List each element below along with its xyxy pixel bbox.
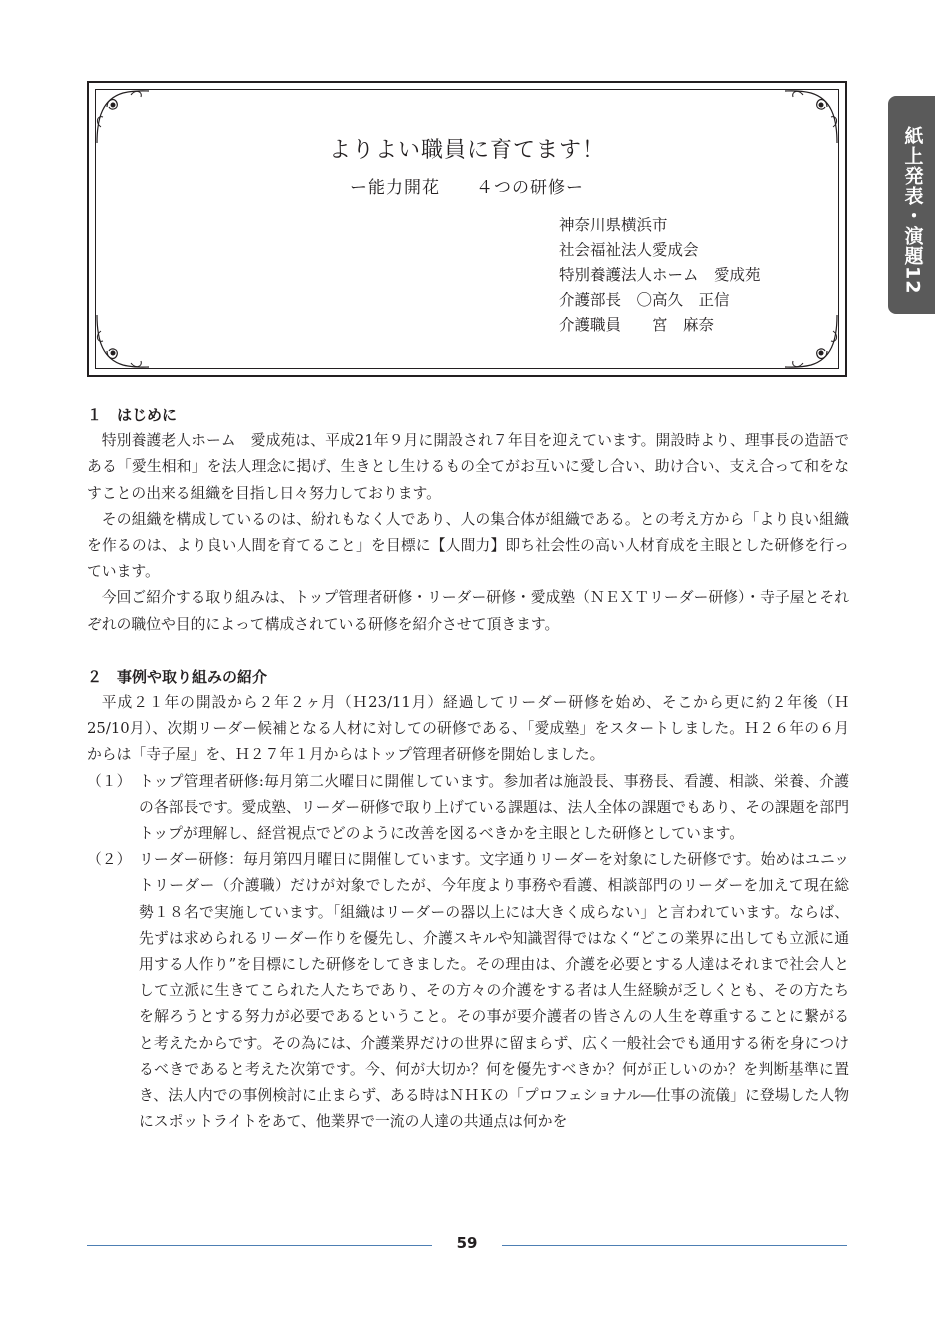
body-paragraph: 特別養護老人ホーム 愛成苑は、平成21年９月に開設され７年目を迎えています。開設時より、理事長の造語である「愛生相和」を法人理念に掲げ、生きとし生けるもの全てがお互いに愛し合い、助け合い、支え合って和をなすことの出来る組織を目指し日々努力しております。 — [87, 432, 849, 502]
footer-rule — [502, 1245, 847, 1246]
ornament-corner-icon — [781, 311, 841, 371]
affiliation-line: 介護部長 〇高久 正信 — [559, 291, 730, 309]
section-heading: ２ 事例や取り組みの紹介 — [87, 667, 268, 686]
list-item — [87, 847, 849, 1135]
affiliation-line: 社会福祉法人愛成会 — [559, 241, 699, 259]
chapter-side-tab — [888, 96, 935, 314]
chapter-side-tab-label: 紙上発表・演題12 — [901, 126, 924, 295]
footer-rule — [87, 1245, 432, 1246]
list-item-number: （２） — [87, 851, 132, 869]
body-paragraph: 平成２１年の開設から２年２ヶ月（Ｈ23/11月）経過してリーダー研修を始め、そこから更に約２年後（Ｈ25/10月）、次期リーダー候補となる人材に対しての研修である、「愛成塾」をスタートしました。Ｈ２６年の６月からは「寺子屋」を、Ｈ２７年１月からはトップ管理者研修を開始しました。 — [87, 694, 849, 764]
affiliation-line: 介護職員 宮 麻奈 — [559, 316, 715, 334]
section-spacer — [87, 638, 849, 664]
list-item-number: （１） — [87, 772, 132, 790]
affiliation-line: 特別養護法人ホーム 愛成苑 — [559, 266, 761, 284]
title-frame — [87, 81, 847, 377]
section-heading: １ はじめに — [87, 406, 178, 424]
list-item — [87, 769, 849, 848]
list-item-text: リーダー研修：毎月第四月曜日に開催しています。文字通りリーダーを対象にした研修です。始めはユニットリーダー（介護職）だけが対象でしたが、今年度より事務や看護、相談部門のリーダーを加えて現在総勢１８名で実施しています。「組織はリーダーの器以上には大きく成らない」と言われています。ならば、先ずは求められるリーダー作りを優先し、介護スキルや知識習得ではなく“どこの業界に出しても立派に通用する人作り”を目標にした研修をしてきました。その理由は、介護を必要とする人達はそれまで社会人として立派に生きてこられた人たちであり、その方々の介護をする者は人生経験が乏しくとも、その方たちを解ろうとする努力が必要であるということ。その事が要介護者の皆さんの人生を尊重することに繋がると考えたからです。その為には、介護業界だけの世界に留まらず、広く一般社会でも通用する術を身につけるべきであると考えた次第です。今、何が大切か？何を優先すべきか？何が正しいのか？を判断基準に置き、法人内での事例検討に止まらず、ある時はＮＨＫの「プロフェショナル―仕事の流儀」に登場した人物にスポットライトをあて、他業界で一流の人達の共通点は何かを — [139, 851, 849, 1131]
body-paragraph: 今回ご紹介する取り組みは、トップ管理者研修・リーダー研修・愛成塾（ＮＥＸＴリーダー研修）・寺子屋とそれぞれの職位や目的によって構成されている研修を紹介させて頂きます。 — [87, 589, 849, 633]
ornament-corner-icon — [93, 311, 153, 371]
author-affiliation — [559, 213, 761, 338]
page-subtitle: ー能力開花 ４つの研修ー — [350, 178, 584, 198]
page-number: 59 — [456, 1234, 478, 1252]
article-body — [87, 402, 849, 1135]
body-paragraph: その組織を構成しているのは、紛れもなく人であり、人の集合体が組織である。との考え方から「より良い組織を作るのは、より良い人間を育てること」を目標に【人間力】即ち社会性の高い人材育成を主眼とした研修を行っています。 — [87, 510, 849, 581]
affiliation-line: 神奈川県横浜市 — [559, 216, 668, 234]
page-title: よりよい職員に育てます！ — [328, 138, 605, 163]
list-item-text: トップ管理者研修:毎月第二火曜日に開催しています。参加者は施設長、事務長、看護、相談、栄養、介護の各部長です。愛成塾、リーダー研修で取り上げている課題は、法人全体の課題でもあり、その課題を部門トップが理解し、経営視点でどのように改善を図るべきかを主眼とした研修としています。 — [139, 772, 849, 843]
